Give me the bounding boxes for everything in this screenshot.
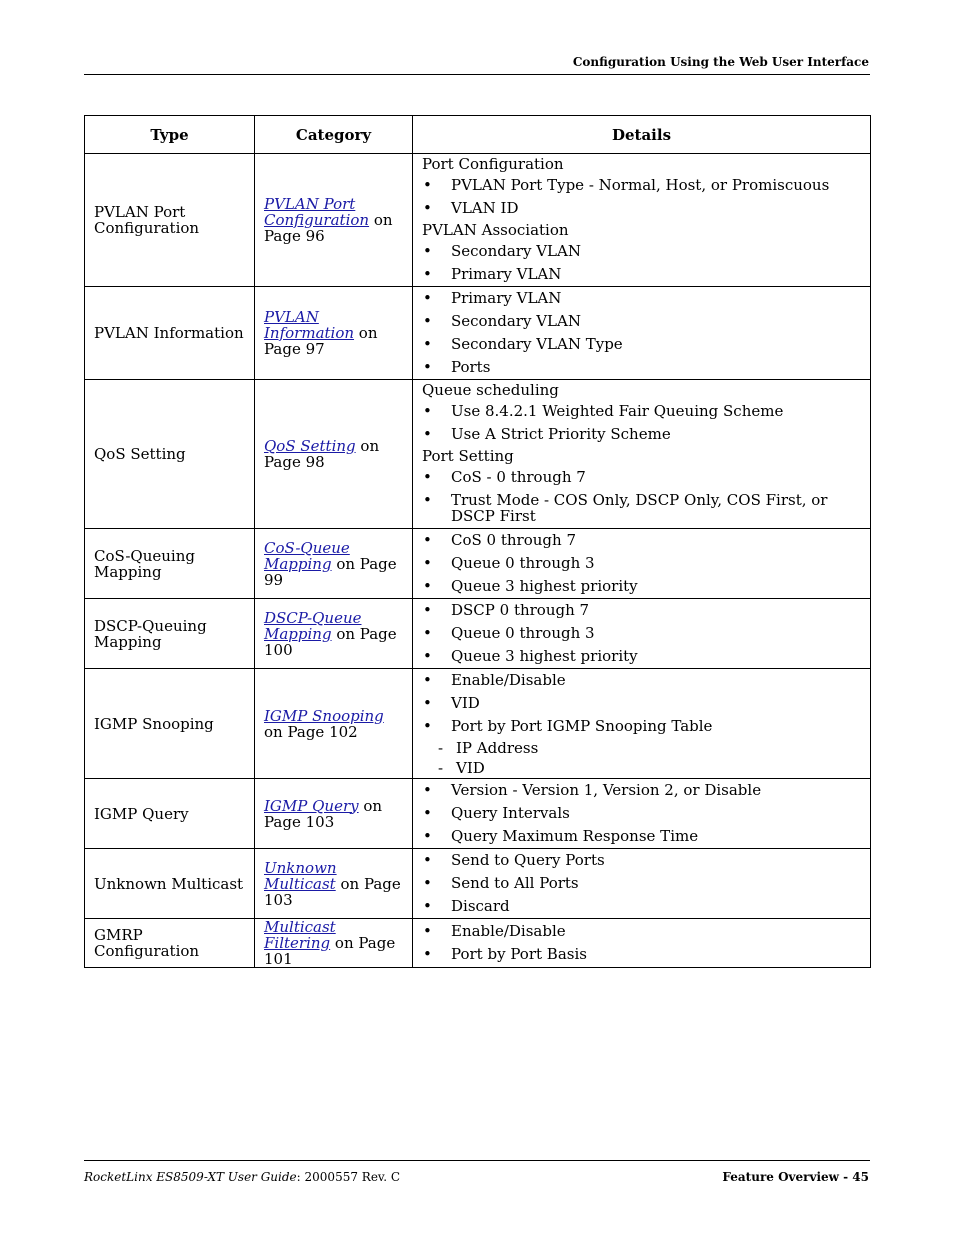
bullet-icon: • bbox=[423, 671, 432, 689]
bullet-icon: • bbox=[423, 922, 432, 940]
category-cell bbox=[255, 599, 413, 669]
type-cell: DSCP-Queuing Mapping bbox=[85, 599, 255, 669]
bullet-icon: • bbox=[423, 554, 432, 572]
item-text: Discard bbox=[451, 897, 510, 915]
type-cell: IGMP Query bbox=[85, 779, 255, 849]
category-link[interactable]: Multicast Filtering bbox=[264, 918, 336, 952]
bullet-icon: • bbox=[423, 827, 432, 845]
category-cell bbox=[255, 919, 413, 968]
bullet-icon: • bbox=[423, 647, 432, 665]
sub-item bbox=[422, 738, 861, 758]
item-text: Queue 0 through 3 bbox=[451, 624, 595, 642]
item-text: IP Address bbox=[456, 739, 539, 757]
item-text: Queue 0 through 3 bbox=[451, 554, 595, 572]
bullet-item bbox=[422, 872, 861, 895]
type-cell: PVLAN Port Configuration bbox=[85, 154, 255, 287]
bullet-item bbox=[422, 400, 861, 423]
bullet-icon: • bbox=[423, 717, 432, 735]
item-text: CoS - 0 through 7 bbox=[451, 468, 586, 486]
bullet-icon: • bbox=[423, 491, 432, 509]
table-row bbox=[85, 669, 871, 779]
footer-page-label: Feature Overview - 45 bbox=[722, 1170, 869, 1184]
details-cell bbox=[413, 380, 871, 529]
bullet-icon: • bbox=[423, 781, 432, 799]
details-cell bbox=[413, 669, 871, 779]
category-link[interactable]: PVLAN Port Configuration bbox=[264, 195, 370, 229]
bullet-item bbox=[422, 287, 861, 310]
bullet-icon: • bbox=[423, 601, 432, 619]
bullet-item bbox=[422, 174, 861, 197]
bullet-icon: • bbox=[423, 874, 432, 892]
bullet-item bbox=[422, 895, 861, 918]
category-link[interactable]: Unknown Multicast bbox=[264, 858, 337, 893]
bullet-icon: • bbox=[423, 335, 432, 353]
category-link[interactable]: CoS-Queue Mapping bbox=[264, 538, 350, 573]
bullet-item bbox=[422, 489, 861, 528]
table-row bbox=[85, 599, 871, 669]
bullet-icon: • bbox=[423, 199, 432, 217]
category-cell bbox=[255, 779, 413, 849]
item-text: PVLAN Port Type - Normal, Host, or Promiscuous bbox=[451, 176, 830, 194]
column-header-type: Type bbox=[85, 116, 255, 154]
page-reference: on Page 96 bbox=[264, 211, 393, 245]
details-subheading: Port Setting bbox=[422, 447, 514, 465]
type-cell: GMRP Configuration bbox=[85, 919, 255, 968]
footer-doc-number: : 2000557 Rev. C bbox=[296, 1170, 401, 1184]
bullet-item bbox=[422, 849, 861, 872]
bullet-icon: • bbox=[423, 468, 432, 486]
item-text: Secondary VLAN Type bbox=[451, 335, 623, 353]
item-text: CoS 0 through 7 bbox=[451, 531, 576, 549]
category-cell bbox=[255, 849, 413, 919]
item-text: Port by Port Basis bbox=[451, 945, 587, 963]
bullet-item bbox=[422, 466, 861, 489]
item-text: Ports bbox=[451, 358, 491, 376]
bullet-icon: • bbox=[423, 358, 432, 376]
details-subheading: Port Configuration bbox=[422, 155, 564, 173]
page-reference: on Page 98 bbox=[264, 437, 380, 471]
bullet-icon: • bbox=[423, 945, 432, 963]
table-row bbox=[85, 380, 871, 529]
item-text: Secondary VLAN bbox=[451, 242, 581, 260]
bullet-item bbox=[422, 197, 861, 220]
footer-divider bbox=[84, 1160, 870, 1161]
bullet-item bbox=[422, 310, 861, 333]
bullet-item bbox=[422, 779, 861, 802]
bullet-item bbox=[422, 825, 861, 848]
page-reference: on Page 103 bbox=[264, 796, 383, 831]
type-cell: PVLAN Information bbox=[85, 287, 255, 380]
bullet-icon: • bbox=[423, 897, 432, 915]
feature-table bbox=[84, 115, 871, 968]
page-reference: on Page 102 bbox=[264, 722, 358, 741]
bullet-icon: • bbox=[423, 176, 432, 194]
bullet-icon: • bbox=[423, 265, 432, 283]
item-text: Version - Version 1, Version 2, or Disable bbox=[451, 781, 762, 799]
details-cell bbox=[413, 154, 871, 287]
category-link[interactable]: DSCP-Queue Mapping bbox=[264, 608, 362, 643]
item-text: VID bbox=[456, 759, 485, 777]
category-link[interactable]: IGMP Snooping bbox=[264, 706, 384, 725]
bullet-icon: • bbox=[423, 289, 432, 307]
item-text: Use 8.4.2.1 Weighted Fair Queuing Scheme bbox=[451, 402, 784, 420]
details-subheading: PVLAN Association bbox=[422, 221, 569, 239]
page-reference: on Page 101 bbox=[264, 934, 396, 968]
bullet-icon: • bbox=[423, 531, 432, 549]
bullet-icon: • bbox=[423, 425, 432, 443]
sub-item bbox=[422, 758, 861, 778]
running-header: Configuration Using the Web User Interface bbox=[572, 55, 869, 69]
table-row bbox=[85, 919, 871, 968]
dash-icon: - bbox=[438, 739, 444, 757]
bullet-item bbox=[422, 529, 861, 552]
table-row bbox=[85, 287, 871, 380]
item-text: Send to Query Ports bbox=[451, 851, 605, 869]
category-link[interactable]: IGMP Query bbox=[264, 796, 359, 815]
bullet-item bbox=[422, 240, 861, 263]
column-header-details: Details bbox=[413, 116, 871, 154]
item-text: Enable/Disable bbox=[451, 922, 566, 940]
category-link[interactable]: QoS Setting bbox=[264, 437, 356, 455]
bullet-item bbox=[422, 263, 861, 286]
details-subheading: Queue scheduling bbox=[422, 381, 559, 399]
item-text: Port by Port IGMP Snooping Table bbox=[451, 717, 713, 735]
item-text: Send to All Ports bbox=[451, 874, 579, 892]
details-cell bbox=[413, 919, 871, 968]
column-header-category: Category bbox=[255, 116, 413, 154]
item-text: Primary VLAN bbox=[451, 265, 562, 283]
bullet-item bbox=[422, 599, 861, 622]
bullet-item bbox=[422, 575, 861, 598]
type-cell: IGMP Snooping bbox=[85, 669, 255, 779]
type-cell: Unknown Multicast bbox=[85, 849, 255, 919]
bullet-icon: • bbox=[423, 804, 432, 822]
item-text: Queue 3 highest priority bbox=[451, 647, 638, 665]
type-cell: CoS-Queuing Mapping bbox=[85, 529, 255, 599]
bullet-icon: • bbox=[423, 312, 432, 330]
footer-guide-title: RocketLinx ES8509-XT User Guide bbox=[84, 1170, 297, 1184]
bullet-item bbox=[422, 920, 861, 943]
bullet-icon: • bbox=[423, 402, 432, 420]
bullet-item bbox=[422, 333, 861, 356]
table-row bbox=[85, 529, 871, 599]
details-cell bbox=[413, 849, 871, 919]
footer-guide bbox=[84, 1170, 400, 1184]
item-text: VID bbox=[451, 694, 480, 712]
dash-icon: - bbox=[438, 759, 444, 777]
bullet-item bbox=[422, 715, 861, 738]
category-cell bbox=[255, 529, 413, 599]
bullet-icon: • bbox=[423, 242, 432, 260]
details-cell bbox=[413, 529, 871, 599]
category-cell bbox=[255, 287, 413, 380]
item-text: Primary VLAN bbox=[451, 289, 562, 307]
bullet-item bbox=[422, 802, 861, 825]
table-row bbox=[85, 779, 871, 849]
page-reference: on Page 97 bbox=[264, 324, 378, 358]
category-cell bbox=[255, 380, 413, 529]
category-cell bbox=[255, 154, 413, 287]
bullet-item bbox=[422, 356, 861, 379]
page-reference: on Page 103 bbox=[264, 874, 401, 909]
bullet-item bbox=[422, 692, 861, 715]
page-reference: on Page 99 bbox=[264, 554, 397, 589]
details-cell bbox=[413, 287, 871, 380]
page-reference: on Page 100 bbox=[264, 624, 397, 659]
bullet-item bbox=[422, 622, 861, 645]
item-text: Queue 3 highest priority bbox=[451, 577, 638, 595]
type-cell: QoS Setting bbox=[85, 380, 255, 529]
header-divider bbox=[84, 74, 870, 75]
details-cell bbox=[413, 779, 871, 849]
bullet-item bbox=[422, 645, 861, 668]
item-text: Query Maximum Response Time bbox=[451, 827, 699, 845]
table-header-row bbox=[85, 116, 871, 154]
table-body bbox=[85, 154, 871, 968]
category-cell bbox=[255, 669, 413, 779]
item-text: Use A Strict Priority Scheme bbox=[451, 425, 671, 443]
table-row bbox=[85, 154, 871, 287]
item-text: VLAN ID bbox=[451, 199, 519, 217]
details-cell bbox=[413, 599, 871, 669]
bullet-item bbox=[422, 669, 861, 692]
bullet-icon: • bbox=[423, 577, 432, 595]
item-text: Query Intervals bbox=[451, 804, 570, 822]
item-text: DSCP 0 through 7 bbox=[451, 601, 590, 619]
bullet-icon: • bbox=[423, 694, 432, 712]
item-text: Enable/Disable bbox=[451, 671, 566, 689]
item-text: Trust Mode - COS Only, DSCP Only, COS First, or DSCP First bbox=[451, 491, 828, 525]
bullet-icon: • bbox=[423, 624, 432, 642]
table-row bbox=[85, 849, 871, 919]
category-link[interactable]: PVLAN Information bbox=[264, 308, 355, 342]
bullet-item bbox=[422, 552, 861, 575]
item-text: Secondary VLAN bbox=[451, 312, 581, 330]
bullet-icon: • bbox=[423, 851, 432, 869]
bullet-item bbox=[422, 943, 861, 966]
bullet-item bbox=[422, 423, 861, 446]
